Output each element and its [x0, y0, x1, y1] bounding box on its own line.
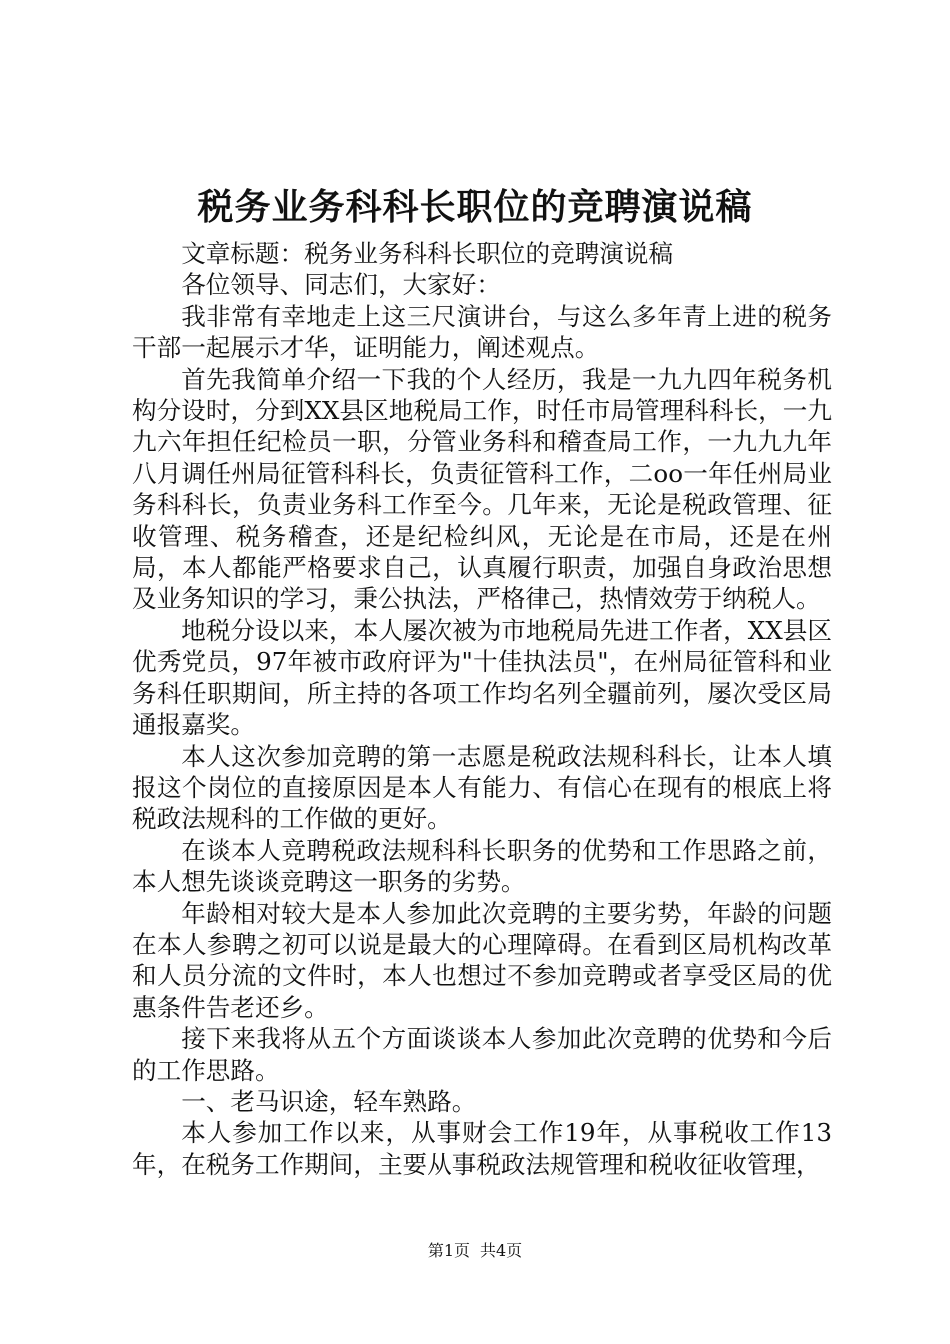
document-title: 税务业务科科长职位的竞聘演说稿	[197, 186, 753, 228]
paragraph: 首先我简单介绍一下我的个人经历，我是一九九四年税务机构分设时，分到XX县区地税局工作，时任市局管理科科长，一九九六年担任纪检员一职，分管业务科和稽查局工作，一九九九年八月调任州局征管科科长，负责征管科工作，二oo一年任州局业务科科长，负责业务科工作至今。几年来，无论是税政管理、征收管理、税务稽查，还是纪检纠风，无论是在市局，还是在州局，本人都能严格要求自己，认真履行职责，加强自身政治思想及业务知识的学习，秉公执法，严格律己，热情效劳于纳税人。	[132, 364, 832, 614]
document-body	[132, 238, 832, 1180]
section-heading: 一、老马识途，轻车熟路。	[181, 1086, 477, 1116]
paragraph: 地税分设以来，本人屡次被为市地税局先进工作者，XX县区优秀党员，97年被市政府评为"十佳执法员"，在州局征管科和业务科任职期间，所主持的各项工作均名列全疆前列，屡次受区局通报嘉奖。	[132, 615, 832, 740]
paragraph-article-title: 文章标题：税务业务科科长职位的竞聘演说稿	[181, 239, 674, 268]
paragraph: 年龄相对较大是本人参加此次竞聘的主要劣势，年龄的问题在本人参聘之初可以说是最大的心理障碍。在看到区局机构改革和人员分流的文件时，本人也想过不参加竞聘或者享受区局的优惠条件告老还乡。	[132, 898, 832, 1022]
paragraph-greeting: 各位领导、同志们，大家好：	[181, 270, 501, 300]
paragraph: 我非常有幸地走上这三尺演讲台，与这么多年青上进的税务干部一起展示才华，证明能力，阐述观点。	[132, 301, 832, 363]
paragraph: 本人这次参加竞聘的第一志愿是税政法规科科长，让本人填报这个岗位的直接原因是本人有能力、有信心在现有的根底上将税政法规科的工作做的更好。	[132, 741, 832, 834]
paragraph: 本人参加工作以来，从事财会工作19年，从事税收工作13年，在税务工作期间，主要从事税政法规管理和税收征收管理，	[132, 1118, 832, 1179]
page-total: 共4页	[480, 1241, 523, 1260]
page-footer	[0, 1240, 950, 1262]
paragraph: 接下来我将从五个方面谈谈本人参加此次竞聘的优势和今后的工作思路。	[132, 1024, 832, 1085]
paragraph: 在谈本人竞聘税政法规科科长职务的优势和工作思路之前，本人想先谈谈竞聘这一职务的劣势。	[132, 835, 832, 897]
page-number: 第1页	[427, 1241, 470, 1260]
